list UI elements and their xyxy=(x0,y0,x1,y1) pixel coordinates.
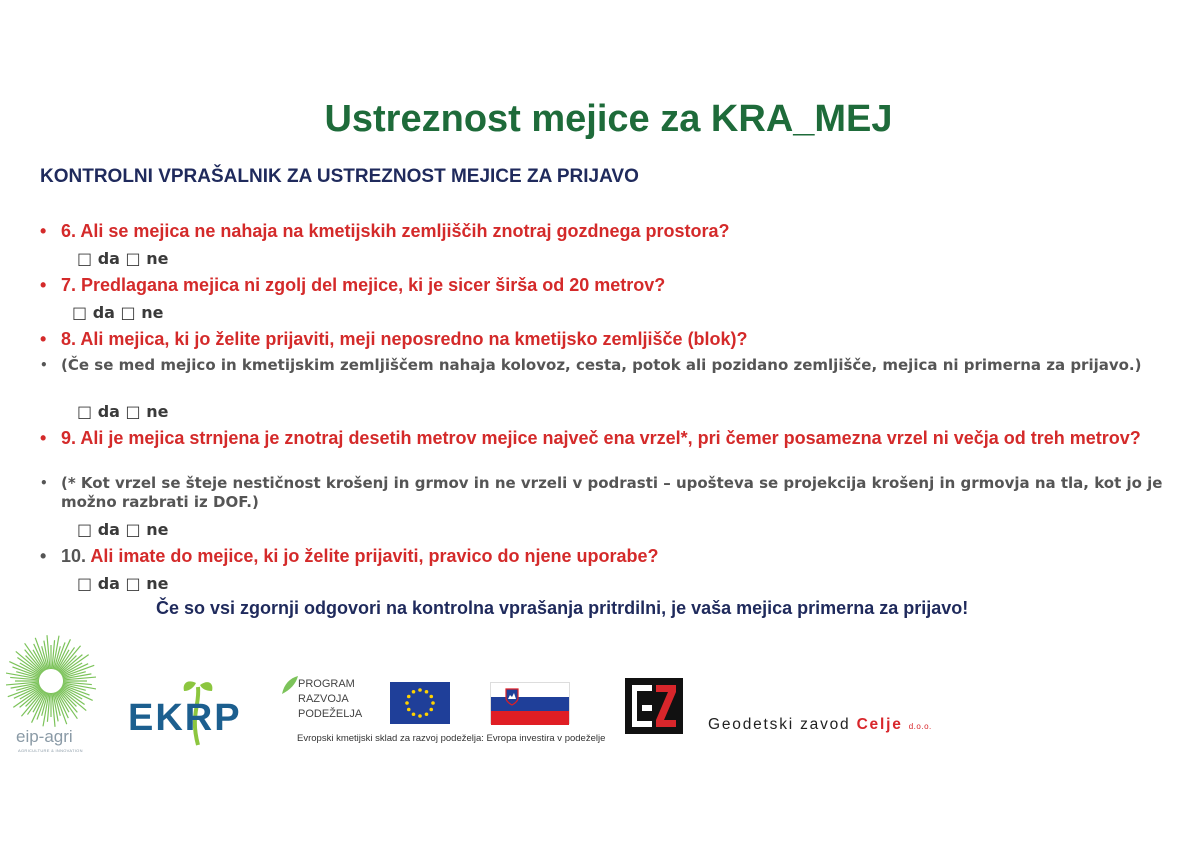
page-title: Ustreznost mejice za KRA_MEJ xyxy=(324,98,893,140)
prp-caption: Evropski kmetijski sklad za razvoj podeželja: Evropa investira v podeželje xyxy=(297,733,606,744)
eu-flag xyxy=(390,682,450,724)
program-razvoja-podezelja-logo xyxy=(280,674,380,734)
question-text: Ali imate do mejice, ki jo želite prijaviti, pravico do njene uporabe? xyxy=(86,546,659,566)
question-6 xyxy=(40,221,1170,241)
sponsor-logos xyxy=(0,630,1193,770)
question-text: 8. Ali mejica, ki jo želite prijaviti, meji neposredno na kmetijsko zemljišče (blok)? xyxy=(61,329,748,349)
bullet: • xyxy=(40,329,47,349)
bullet: • xyxy=(40,476,48,490)
ekrp-logo xyxy=(128,675,253,750)
question-number: 10. xyxy=(61,546,87,566)
bullet: • xyxy=(40,546,47,566)
gz-mark-icon xyxy=(625,678,683,734)
ekrp-name: EKRP xyxy=(128,697,242,739)
questionnaire-heading: KONTROLNI VPRAŠALNIK ZA USTREZNOST MEJICE ZA PRIJAVO xyxy=(40,166,639,187)
prp-line-2: RAZVOJA xyxy=(298,693,349,705)
prp-line-3: PODEŽELJA xyxy=(298,708,363,720)
bullet: • xyxy=(40,358,48,372)
question-text: 7. Predlagana mejica ni zgolj del mejice, ki je sicer širša od 20 metrov? xyxy=(61,275,666,295)
eip-agri-logo xyxy=(6,635,96,760)
eip-agri-tagline: AGRICULTURE & INNOVATION xyxy=(18,748,83,753)
question-10 xyxy=(40,546,1170,566)
eu-stars-icon xyxy=(390,682,450,724)
question-text: 6. Ali se mejica ne nahaja na kmetijskih zemljiščih znotraj gozdnega prostora? xyxy=(61,221,730,241)
question-text: 9. Ali je mejica strnjena je znotraj desetih metrov mejice največ ena vrzel*, pri čemer posamezna vrzel ni večja od treh metrov? xyxy=(61,428,1141,448)
gz-name-part2: Celje xyxy=(856,716,903,733)
gz-name-part1: Geodetski zavod xyxy=(708,716,857,733)
prp-line-1: PROGRAM xyxy=(298,678,355,690)
gz-name xyxy=(708,716,932,734)
note-text: (* Kot vrzel se šteje nestičnost krošenj in grmov in ne vrzeli v podrasti – upošteva se projekcija krošenj in grmovja na tla, kot jo je možno razbrati iz DOF.) xyxy=(61,474,1163,511)
question-9-note xyxy=(40,474,1170,512)
answer-options-9[interactable]: □ da □ ne xyxy=(77,520,169,539)
bullet: • xyxy=(40,221,47,241)
question-8-note xyxy=(40,356,1170,375)
answer-options-8[interactable]: □ da □ ne xyxy=(77,402,169,421)
gz-suffix: d.o.o. xyxy=(908,722,932,731)
closing-statement: Če so vsi zgornji odgovori na kontrolna vprašanja pritrdilni, je vaša mejica primerna za prijavo! xyxy=(156,598,969,618)
answer-options-6[interactable]: □ da □ ne xyxy=(77,249,169,268)
coat-of-arms-icon xyxy=(505,688,519,706)
bullet: • xyxy=(40,275,47,295)
slovenia-flag xyxy=(490,682,570,724)
question-9 xyxy=(40,428,1170,448)
eip-agri-name: eip-agri xyxy=(16,727,73,746)
bullet: • xyxy=(40,428,47,448)
answer-options-10[interactable]: □ da □ ne xyxy=(77,574,169,593)
question-8 xyxy=(40,329,1170,349)
question-7 xyxy=(40,275,1170,295)
answer-options-7[interactable]: □ da □ ne xyxy=(72,303,164,322)
gz-logo xyxy=(625,678,683,734)
sunburst-icon xyxy=(6,635,96,730)
leaf-icon xyxy=(280,674,300,696)
note-text: (Če se med mejico in kmetijskim zemljiščem nahaja kolovoz, cesta, potok ali pozidano zemljišče, mejica ni primerna za prijavo.) xyxy=(61,356,1142,374)
